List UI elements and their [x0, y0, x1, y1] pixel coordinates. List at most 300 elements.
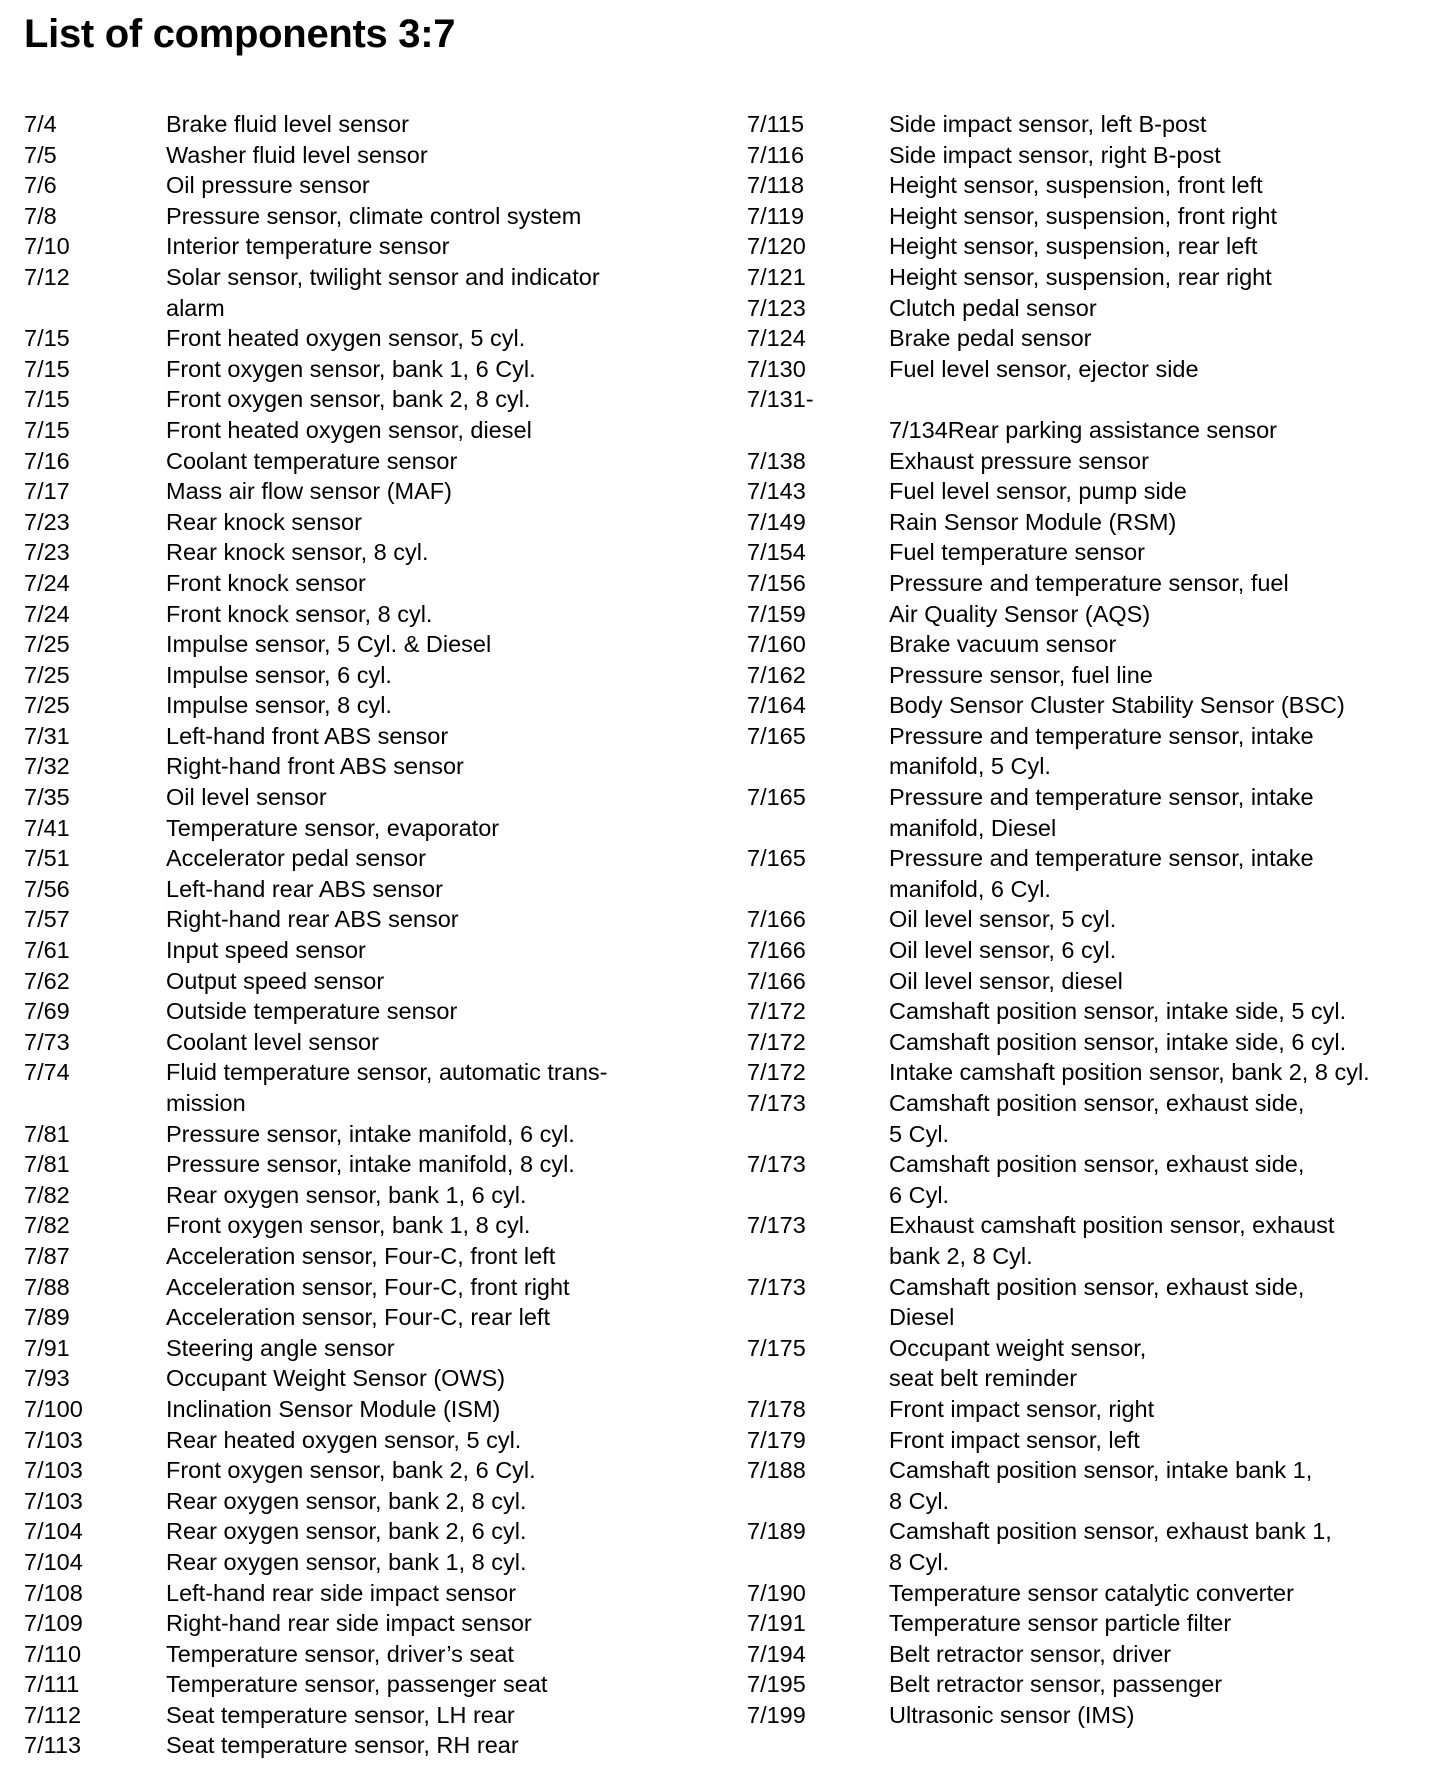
component-row: [24, 782, 714, 813]
component-description-line: Pressure sensor, intake manifold, 8 cyl.: [166, 1151, 575, 1178]
component-description: [166, 690, 714, 721]
component-description: [166, 1608, 714, 1639]
component-description: [889, 935, 1427, 966]
component-description: [166, 843, 714, 874]
component-code: 7/172: [747, 1059, 806, 1086]
component-description: [166, 813, 714, 844]
component-row: [24, 1730, 714, 1761]
component-row: [747, 201, 1427, 232]
component-description-line: Rear heated oxygen sensor, 5 cyl.: [166, 1426, 522, 1453]
component-description: [166, 1547, 714, 1578]
component-row: [747, 782, 1427, 843]
component-row: [24, 813, 714, 844]
component-description-line: Seat temperature sensor, LH rear: [166, 1701, 515, 1728]
component-description-line: Front oxygen sensor, bank 2, 6 Cyl.: [166, 1457, 536, 1484]
component-row: [747, 1272, 1427, 1333]
component-description-line: Steering angle sensor: [166, 1334, 395, 1361]
component-row: [747, 1027, 1427, 1058]
component-description-line: Brake vacuum sensor: [889, 631, 1117, 658]
component-description-line: Temperature sensor particle filter: [889, 1610, 1232, 1637]
component-row: [747, 1669, 1427, 1700]
component-row: [747, 1210, 1427, 1271]
component-description: [889, 904, 1427, 935]
component-row: [24, 1119, 714, 1150]
component-code: 7/74: [24, 1059, 70, 1086]
component-code: 7/81: [24, 1120, 70, 1147]
component-row: [747, 323, 1427, 354]
component-description: [889, 1333, 1427, 1394]
component-description-line: Camshaft position sensor, intake bank 1,: [889, 1457, 1313, 1484]
component-description: [889, 170, 1427, 201]
component-row: [24, 1700, 714, 1731]
component-description: [166, 1180, 714, 1211]
component-description: [889, 1516, 1427, 1577]
component-description-line: Fuel level sensor, pump side: [889, 478, 1187, 505]
component-description: [166, 384, 714, 415]
component-code: 7/162: [747, 661, 806, 688]
component-description: [166, 568, 714, 599]
component-description-line: Front oxygen sensor, bank 1, 6 Cyl.: [166, 355, 536, 382]
component-code: 7/8: [24, 202, 57, 229]
component-code: 7/23: [24, 539, 70, 566]
page-title: List of components 3:7: [24, 12, 456, 56]
component-description-line: Pressure sensor, intake manifold, 6 cyl.: [166, 1120, 575, 1147]
component-row: [747, 996, 1427, 1027]
component-description: [166, 1027, 714, 1058]
component-code: 7/24: [24, 569, 70, 596]
component-code: 7/81: [24, 1151, 70, 1178]
component-description-line: Acceleration sensor, Four-C, front left: [166, 1242, 556, 1269]
component-row: [24, 1057, 714, 1118]
component-description-line: 7/134Rear parking assistance sensor: [889, 416, 1277, 443]
component-description: [889, 1669, 1427, 1700]
component-code: 7/138: [747, 447, 806, 474]
component-code: 7/12: [24, 263, 70, 290]
component-row: [747, 1608, 1427, 1639]
component-row: [747, 1700, 1427, 1731]
component-row: [24, 1608, 714, 1639]
component-description: [166, 1669, 714, 1700]
component-row: [24, 629, 714, 660]
component-description-line: Rear oxygen sensor, bank 2, 8 cyl.: [166, 1487, 527, 1514]
component-description-line: Front oxygen sensor, bank 1, 8 cyl.: [166, 1212, 531, 1239]
component-code: 7/160: [747, 631, 806, 658]
component-description-line: Height sensor, suspension, front right: [889, 202, 1277, 229]
component-description-line: Impulse sensor, 6 cyl.: [166, 661, 392, 688]
component-code: 7/120: [747, 233, 806, 260]
component-description-line: Left-hand front ABS sensor: [166, 722, 449, 749]
component-description: [166, 140, 714, 171]
component-code: 7/25: [24, 692, 70, 719]
component-description-line: Rear oxygen sensor, bank 2, 6 cyl.: [166, 1518, 527, 1545]
component-row: [24, 690, 714, 721]
component-description: [166, 1057, 714, 1118]
component-description-line: Occupant Weight Sensor (OWS): [166, 1365, 506, 1392]
component-description: [166, 1210, 714, 1241]
component-code: 7/194: [747, 1640, 806, 1667]
component-description-line: Front heated oxygen sensor, 5 cyl.: [166, 325, 526, 352]
component-description: [166, 1730, 714, 1761]
component-description-line: Output speed sensor: [166, 967, 385, 994]
component-description-line: Height sensor, suspension, front left: [889, 172, 1263, 199]
component-row: [747, 1394, 1427, 1425]
component-description-line: Ultrasonic sensor (IMS): [889, 1701, 1135, 1728]
component-row: [24, 660, 714, 691]
component-description-line: Left-hand rear side impact sensor: [166, 1579, 517, 1606]
component-code: 7/5: [24, 141, 57, 168]
component-code: 7/119: [747, 202, 805, 229]
component-description-line: Rain Sensor Module (RSM): [889, 508, 1177, 535]
component-description: [889, 1394, 1427, 1425]
component-code: 7/15: [24, 386, 70, 413]
component-code: 7/82: [24, 1212, 70, 1239]
component-description: [166, 446, 714, 477]
component-description-line: Camshaft position sensor, intake side, 6 cyl.: [889, 1028, 1347, 1055]
component-description-line: Diesel: [889, 1304, 955, 1331]
component-description: [166, 1302, 714, 1333]
component-description: [889, 507, 1427, 538]
component-description-line: Oil level sensor, 5 cyl.: [889, 906, 1117, 933]
component-list-right-column: [747, 109, 1427, 1730]
component-row: [747, 966, 1427, 997]
component-row: [747, 904, 1427, 935]
component-description: [166, 874, 714, 905]
component-row: [24, 751, 714, 782]
component-description-line: Pressure and temperature sensor, intake: [889, 722, 1314, 749]
component-description: [166, 721, 714, 752]
component-description-line: Temperature sensor catalytic converter: [889, 1579, 1294, 1606]
component-row: [24, 1027, 714, 1058]
component-description-line: Pressure and temperature sensor, intake: [889, 845, 1314, 872]
component-row: [747, 170, 1427, 201]
component-row: [24, 1669, 714, 1700]
component-code: 7/82: [24, 1181, 70, 1208]
component-description-line: Temperature sensor, driver’s seat: [166, 1640, 514, 1667]
component-row: [747, 1149, 1427, 1210]
component-code: 7/154: [747, 539, 806, 566]
component-code: 7/25: [24, 631, 70, 658]
component-description-line: alarm: [166, 294, 225, 321]
component-code: 7/164: [747, 692, 806, 719]
component-description-line: Outside temperature sensor: [166, 998, 458, 1025]
component-row: [24, 1516, 714, 1547]
component-code: 7/143: [747, 478, 806, 505]
component-description-line: Coolant temperature sensor: [166, 447, 458, 474]
component-description: [166, 1455, 714, 1486]
component-row: [747, 1578, 1427, 1609]
component-code: 7/108: [24, 1579, 83, 1606]
component-row: [747, 629, 1427, 660]
component-code: 7/16: [24, 447, 70, 474]
component-description: [889, 660, 1427, 691]
component-code: 7/17: [24, 478, 70, 505]
component-description: [166, 1516, 714, 1547]
component-description-line: Interior temperature sensor: [166, 233, 450, 260]
component-description: [166, 1119, 714, 1150]
component-description: [166, 1241, 714, 1272]
component-row: [24, 354, 714, 385]
component-description: [166, 935, 714, 966]
component-description: [166, 415, 714, 446]
component-code: 7/123: [747, 294, 806, 321]
component-row: [24, 1302, 714, 1333]
component-row: [24, 904, 714, 935]
component-description-line: Seat temperature sensor, RH rear: [166, 1732, 519, 1759]
component-description-line: Rear oxygen sensor, bank 1, 6 cyl.: [166, 1181, 527, 1208]
component-description: [889, 537, 1427, 568]
component-description-line: Left-hand rear ABS sensor: [166, 875, 443, 902]
component-code: 7/190: [747, 1579, 806, 1606]
component-code: 7/87: [24, 1242, 70, 1269]
component-code: 7/188: [747, 1457, 806, 1484]
component-description-line: Temperature sensor, passenger seat: [166, 1671, 548, 1698]
component-row: [747, 354, 1427, 385]
component-description-line: Right-hand rear side impact sensor: [166, 1610, 532, 1637]
component-description: [889, 293, 1427, 324]
component-row: [24, 476, 714, 507]
component-code: 7/103: [24, 1457, 83, 1484]
component-row: [747, 1333, 1427, 1394]
component-description: [889, 1149, 1427, 1210]
component-description: [889, 1210, 1427, 1271]
component-description: [166, 323, 714, 354]
component-row: [747, 1516, 1427, 1577]
component-description-line: Intake camshaft position sensor, bank 2, 8 cyl.: [889, 1059, 1370, 1086]
component-code: 7/166: [747, 906, 806, 933]
component-code: 7/112: [24, 1701, 82, 1728]
component-row: [24, 1578, 714, 1609]
component-row: [24, 599, 714, 630]
component-code: 7/104: [24, 1518, 83, 1545]
component-code: 7/109: [24, 1610, 83, 1637]
component-description-line: Impulse sensor, 8 cyl.: [166, 692, 392, 719]
component-row: [24, 109, 714, 140]
component-row: [24, 1639, 714, 1670]
component-code: 7/175: [747, 1334, 806, 1361]
component-description: [889, 446, 1427, 477]
component-description-line: Inclination Sensor Module (ISM): [166, 1395, 501, 1422]
component-description-line: Fuel temperature sensor: [889, 539, 1146, 566]
component-row: [24, 384, 714, 415]
component-row: [24, 721, 714, 752]
component-description-line: Occupant weight sensor,: [889, 1334, 1147, 1361]
component-description-line: Rear knock sensor: [166, 508, 362, 535]
component-row: [24, 140, 714, 171]
component-description-line: 8 Cyl.: [889, 1487, 950, 1514]
component-description-line: 8 Cyl.: [889, 1548, 950, 1575]
component-row: [24, 1149, 714, 1180]
component-row: [747, 231, 1427, 262]
component-row: [24, 1455, 714, 1486]
component-code: 7/195: [747, 1671, 806, 1698]
component-description: [889, 384, 1427, 445]
component-code: 7/131-: [747, 386, 814, 413]
component-description: [889, 201, 1427, 232]
component-description-line: Clutch pedal sensor: [889, 294, 1097, 321]
component-row: [24, 1547, 714, 1578]
component-description: [166, 262, 714, 323]
component-description-line: Coolant level sensor: [166, 1028, 379, 1055]
component-description-line: Brake fluid level sensor: [166, 111, 409, 137]
component-description-line: 6 Cyl.: [889, 1181, 950, 1208]
component-code: 7/6: [24, 172, 57, 199]
component-row: [747, 568, 1427, 599]
component-description-line: Camshaft position sensor, exhaust side,: [889, 1090, 1305, 1116]
component-description-line: Height sensor, suspension, rear right: [889, 263, 1272, 290]
component-description-line: Exhaust camshaft position sensor, exhaust: [889, 1212, 1335, 1239]
component-code: 7/111: [24, 1671, 80, 1698]
component-row: [747, 476, 1427, 507]
component-description-line: manifold, 5 Cyl.: [889, 753, 1051, 780]
component-description-line: Front impact sensor, left: [889, 1426, 1140, 1453]
component-row: [24, 415, 714, 446]
component-description-line: Camshaft position sensor, intake side, 5 cyl.: [889, 998, 1347, 1025]
component-description-line: Washer fluid level sensor: [166, 141, 428, 168]
component-code: 7/110: [24, 1640, 82, 1667]
component-code: 7/172: [747, 998, 806, 1025]
component-description: [889, 843, 1427, 904]
component-description-line: Acceleration sensor, Four-C, rear left: [166, 1304, 550, 1331]
component-code: 7/118: [747, 172, 805, 199]
component-description-line: 5 Cyl.: [889, 1120, 950, 1147]
component-code: 7/91: [24, 1334, 70, 1361]
component-row: [24, 231, 714, 262]
component-description: [889, 140, 1427, 171]
component-row: [24, 568, 714, 599]
component-description-line: Front knock sensor, 8 cyl.: [166, 600, 433, 627]
component-description-line: Oil pressure sensor: [166, 172, 370, 199]
component-code: 7/199: [747, 1701, 806, 1728]
component-description-line: seat belt reminder: [889, 1365, 1078, 1392]
component-description-line: [889, 384, 1427, 415]
component-code: 7/51: [24, 845, 70, 872]
component-description-line: bank 2, 8 Cyl.: [889, 1242, 1033, 1269]
component-code: 7/62: [24, 967, 70, 994]
component-description-line: Camshaft position sensor, exhaust bank 1,: [889, 1518, 1332, 1545]
component-description: [889, 1057, 1427, 1088]
component-description-line: Mass air flow sensor (MAF): [166, 478, 452, 505]
component-description: [166, 660, 714, 691]
component-row: [747, 721, 1427, 782]
component-code: 7/69: [24, 998, 70, 1025]
component-code: 7/149: [747, 508, 806, 535]
component-description: [889, 690, 1427, 721]
component-code: 7/116: [747, 141, 805, 168]
component-description: [889, 1027, 1427, 1058]
component-row: [747, 599, 1427, 630]
component-description-line: Pressure sensor, climate control system: [166, 202, 582, 229]
component-code: 7/191: [747, 1610, 806, 1637]
component-description-line: Fluid temperature sensor, automatic trans-: [166, 1059, 608, 1086]
component-row: [24, 1394, 714, 1425]
component-list-left-column: [24, 109, 714, 1761]
component-code: 7/56: [24, 875, 70, 902]
component-row: [747, 935, 1427, 966]
component-description: [889, 782, 1427, 843]
component-row: [24, 874, 714, 905]
component-code: 7/130: [747, 355, 806, 382]
component-code: 7/165: [747, 722, 806, 749]
component-code: 7/15: [24, 355, 70, 382]
component-description: [889, 323, 1427, 354]
component-code: 7/172: [747, 1028, 806, 1055]
component-description-line: manifold, 6 Cyl.: [889, 875, 1051, 902]
component-description: [889, 1608, 1427, 1639]
component-description: [889, 996, 1427, 1027]
component-code: 7/93: [24, 1365, 70, 1392]
component-row: [747, 384, 1427, 445]
component-code: 7/23: [24, 508, 70, 535]
component-description: [889, 476, 1427, 507]
component-description: [166, 507, 714, 538]
component-description-line: Rear oxygen sensor, bank 1, 8 cyl.: [166, 1548, 527, 1575]
component-description: [166, 599, 714, 630]
component-row: [24, 1425, 714, 1456]
component-description-line: Oil level sensor: [166, 784, 327, 811]
component-row: [24, 1180, 714, 1211]
component-code: 7/103: [24, 1487, 83, 1514]
component-description-line: Camshaft position sensor, exhaust side,: [889, 1273, 1305, 1300]
component-row: [24, 1241, 714, 1272]
component-code: 7/156: [747, 569, 806, 596]
component-description: [889, 1639, 1427, 1670]
component-description: [166, 996, 714, 1027]
component-description-line: Front knock sensor: [166, 569, 366, 596]
component-row: [747, 140, 1427, 171]
component-description-line: Right-hand front ABS sensor: [166, 753, 464, 780]
component-code: 7/25: [24, 661, 70, 688]
component-description: [166, 354, 714, 385]
component-code: 7/178: [747, 1395, 806, 1422]
component-description: [166, 1639, 714, 1670]
component-row: [24, 1210, 714, 1241]
component-row: [24, 323, 714, 354]
component-row: [24, 262, 714, 323]
component-code: 7/173: [747, 1090, 806, 1116]
component-code: 7/166: [747, 967, 806, 994]
component-row: [747, 507, 1427, 538]
component-description-line: Temperature sensor, evaporator: [166, 814, 500, 841]
component-description-line: Pressure sensor, fuel line: [889, 661, 1153, 688]
component-description: [166, 109, 714, 140]
component-row: [24, 1486, 714, 1517]
component-code: 7/124: [747, 325, 806, 352]
component-code: 7/15: [24, 325, 70, 352]
component-code: 7/41: [24, 814, 70, 841]
component-row: [747, 1455, 1427, 1516]
component-description: [889, 1578, 1427, 1609]
component-description: [166, 1486, 714, 1517]
component-row: [24, 966, 714, 997]
component-code: 7/173: [747, 1151, 806, 1178]
component-description-line: mission: [166, 1090, 246, 1116]
component-description-line: Side impact sensor, left B-post: [889, 111, 1207, 137]
component-description: [889, 966, 1427, 997]
component-row: [747, 843, 1427, 904]
component-description-line: Front oxygen sensor, bank 2, 8 cyl.: [166, 386, 531, 413]
component-description: [166, 1425, 714, 1456]
component-row: [747, 109, 1427, 140]
component-description-line: Impulse sensor, 5 Cyl. & Diesel: [166, 631, 492, 658]
component-row: [24, 935, 714, 966]
component-row: [747, 446, 1427, 477]
component-description: [166, 1272, 714, 1303]
component-description: [166, 629, 714, 660]
component-code: 7/103: [24, 1426, 83, 1453]
component-row: [24, 1272, 714, 1303]
component-row: [747, 1057, 1427, 1088]
component-description: [166, 476, 714, 507]
